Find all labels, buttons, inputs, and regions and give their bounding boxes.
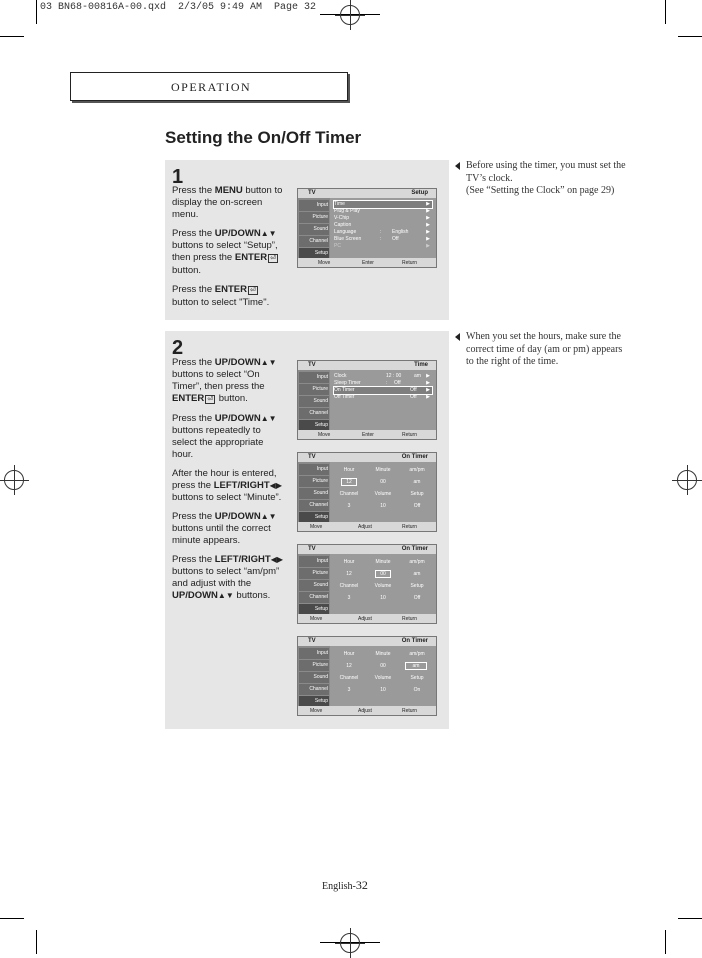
text: buttons to select “am/pm” and adjust with the	[172, 566, 280, 589]
updown-icon: ▲▼	[260, 358, 277, 367]
button-name: ENTER	[214, 284, 247, 295]
footer-move: Move	[310, 616, 323, 622]
arrow-right-icon: ▶	[426, 380, 430, 386]
registration-mark-icon	[340, 933, 360, 953]
arrow-right-icon: ▶	[426, 243, 430, 249]
grid-header: Hour	[343, 651, 355, 657]
menu-item-sound: Sound	[299, 488, 329, 499]
step-number: 2	[172, 337, 184, 359]
menu-item-input: Input	[299, 464, 329, 475]
footer-move: Move	[318, 260, 331, 266]
menu-row-label: PC	[334, 243, 341, 249]
grid-value: 12	[346, 663, 352, 669]
grid-value: am	[406, 663, 426, 669]
menu-row-label: Caption	[334, 222, 352, 228]
updown-icon: ▲▼	[260, 229, 277, 238]
step-2-panel	[165, 331, 449, 729]
text: buttons.	[233, 590, 271, 601]
arrow-right-icon: ▶	[426, 208, 430, 214]
button-name: MENU	[214, 185, 243, 196]
enter-icon: ⏎	[249, 287, 256, 294]
screen-title: On Timer	[401, 638, 428, 644]
menu-row	[334, 394, 432, 401]
screen-title: Setup	[411, 190, 428, 196]
screen-label: TV	[308, 454, 316, 460]
button-name: UP/DOWN	[214, 511, 261, 522]
note-arrow-icon	[455, 333, 460, 341]
menu-row	[334, 380, 432, 387]
button-name: ENTER	[234, 252, 268, 263]
grid-header: Minute	[375, 651, 391, 657]
grid-value: 10	[380, 687, 386, 693]
menu-row-label: Plug & Play	[334, 208, 360, 214]
grid-header: Channel	[339, 583, 359, 589]
enter-icon: ⏎	[207, 396, 214, 403]
grid-value: 3	[347, 503, 351, 509]
grid-header: Channel	[339, 491, 359, 497]
button-name: UP/DOWN	[172, 590, 218, 601]
menu-item-sound: Sound	[299, 224, 329, 235]
step-1-instructions	[172, 185, 284, 309]
grid-header: Volume	[374, 583, 392, 589]
tv-menu-screen-on-timer-hour	[297, 452, 437, 532]
step-2-note	[466, 331, 631, 369]
arrow-right-icon: ▶	[426, 236, 430, 242]
menu-row	[334, 222, 432, 229]
crop-mark	[665, 930, 666, 954]
grid-value: 00	[376, 571, 390, 577]
crop-mark	[36, 930, 37, 954]
button-name: UP/DOWN	[214, 228, 261, 239]
footer-adjust: Adjust	[358, 524, 372, 530]
menu-row-label: Sleep Timer	[334, 380, 361, 386]
arrow-right-icon: ▶	[426, 201, 430, 207]
crop-mark	[0, 36, 24, 37]
menu-row-label: On Timer	[334, 387, 355, 393]
text: Press the	[172, 228, 215, 239]
menu-row-sep: :	[380, 236, 382, 242]
text: buttons to select “On Timer”, then press the	[172, 369, 265, 392]
arrow-right-icon: ▶	[426, 222, 430, 228]
text: buttons repeatedly to select the appropriate hour.	[172, 425, 264, 460]
footer-enter: Enter	[362, 260, 374, 266]
menu-item-channel: Channel	[299, 684, 329, 695]
grid-header: Minute	[375, 559, 391, 565]
footer-return: Return	[402, 616, 418, 622]
menu-item-sound: Sound	[299, 396, 329, 407]
menu-row-sep: 12 : 00	[386, 373, 402, 379]
menu-item-channel: Channel	[299, 592, 329, 603]
grid-value: 12	[342, 479, 356, 485]
text: Press the	[172, 511, 215, 522]
crop-mark	[678, 918, 702, 919]
leftright-icon: ◀▶	[269, 481, 282, 490]
grid-header: Volume	[374, 675, 392, 681]
menu-row	[334, 243, 432, 250]
footer-return: Return	[402, 524, 418, 530]
tv-menu-screen-setup	[297, 188, 437, 268]
footer-adjust: Adjust	[358, 708, 372, 714]
updown-icon: ▲▼	[260, 512, 277, 521]
menu-row-label: Language	[334, 229, 357, 235]
footer-return: Return	[402, 432, 418, 438]
crop-mark	[36, 0, 37, 24]
menu-item-setup: Setup	[299, 248, 329, 259]
note-text: When you set the hours, make sure the correct time of day (am or pm) appears to the right of the time.	[466, 331, 623, 367]
text: Press the	[172, 413, 215, 424]
menu-item-picture: Picture	[299, 568, 329, 579]
menu-item-sound: Sound	[299, 672, 329, 683]
text: Press the	[172, 554, 215, 565]
leftright-icon: ◀▶	[270, 555, 284, 564]
menu-row-value: Off	[410, 387, 417, 393]
button-name: UP/DOWN	[214, 413, 261, 424]
footer-move: Move	[310, 524, 323, 530]
tv-menu-screen-on-timer-minute	[297, 544, 437, 624]
grid-header: am/pm	[409, 467, 425, 473]
text: Press the	[172, 357, 215, 368]
text: After the hour is entered, press the	[172, 468, 277, 491]
step-number: 1	[172, 166, 184, 188]
step-2-instructions	[172, 357, 284, 602]
text: button.	[216, 393, 248, 404]
grid-header: Hour	[343, 559, 355, 565]
menu-row	[334, 373, 432, 380]
grid-value: am	[413, 571, 421, 577]
grid-value: On	[413, 687, 421, 693]
text: button to select "Time".	[172, 297, 270, 308]
note-arrow-icon	[455, 162, 460, 170]
footer-return: Return	[402, 260, 418, 266]
grid-header: Volume	[374, 491, 392, 497]
menu-row	[334, 201, 432, 208]
crop-mark	[665, 0, 666, 24]
menu-item-input: Input	[299, 200, 329, 211]
menu-row	[334, 215, 432, 222]
text: Press the	[172, 284, 215, 295]
screen-title: Time	[414, 362, 428, 368]
arrow-right-icon: ▶	[426, 394, 430, 400]
section-header	[70, 72, 348, 101]
menu-item-channel: Channel	[299, 408, 329, 419]
grid-value: 3	[347, 595, 351, 601]
tv-menu-screen-on-timer-ampm	[297, 636, 437, 716]
menu-row-label: V-Chip	[334, 215, 350, 221]
button-name: ENTER	[172, 393, 205, 404]
footer-move: Move	[318, 432, 331, 438]
menu-row-value: English	[392, 229, 409, 235]
menu-item-input: Input	[299, 556, 329, 567]
button-name: LEFT/RIGHT	[214, 554, 271, 565]
footer-move: Move	[310, 708, 323, 714]
menu-row	[334, 387, 432, 394]
grid-value: 00	[380, 479, 386, 485]
step-1-note	[466, 160, 646, 198]
grid-header: Hour	[343, 467, 355, 473]
menu-item-picture: Picture	[299, 660, 329, 671]
grid-value: 10	[380, 595, 386, 601]
text: buttons to select “Setup”, then press the	[172, 240, 278, 263]
menu-row-value: am	[414, 373, 421, 379]
grid-value: 3	[347, 687, 351, 693]
text: button.	[172, 265, 202, 276]
step-1-panel	[165, 160, 449, 320]
footer-return: Return	[402, 708, 418, 714]
updown-icon: ▲▼	[260, 414, 277, 423]
updown-icon: ▲▼	[217, 591, 234, 600]
screen-label: TV	[308, 362, 316, 368]
registration-mark-icon	[340, 5, 360, 25]
text: button to display the on-screen menu.	[172, 185, 283, 220]
footer-adjust: Adjust	[358, 616, 372, 622]
registration-mark-icon	[4, 470, 24, 490]
footer-enter: Enter	[362, 432, 374, 438]
menu-row	[334, 208, 432, 215]
tv-menu-screen-time	[297, 360, 437, 440]
menu-row-label: Blue Screen	[334, 236, 362, 242]
grid-header: am/pm	[409, 651, 425, 657]
menu-item-setup: Setup	[299, 420, 329, 431]
screen-label: TV	[308, 190, 316, 196]
button-name: LEFT/RIGHT	[213, 480, 270, 491]
menu-item-channel: Channel	[299, 500, 329, 511]
grid-value: Off	[413, 503, 421, 509]
menu-row	[334, 229, 432, 236]
page-title: Setting the On/Off Timer	[165, 128, 362, 147]
grid-header: am/pm	[409, 559, 425, 565]
page-number-value: 32	[355, 878, 368, 892]
grid-header: Setup	[410, 583, 424, 589]
menu-row-sep: :	[380, 229, 382, 235]
menu-row-value: Off	[410, 394, 417, 400]
registration-mark-icon	[677, 470, 697, 490]
crop-mark	[0, 918, 24, 919]
arrow-right-icon: ▶	[426, 373, 430, 379]
screen-label: TV	[308, 546, 316, 552]
menu-row-label: Time	[334, 201, 345, 207]
grid-value: 00	[380, 663, 386, 669]
button-name: UP/DOWN	[214, 357, 261, 368]
screen-title: On Timer	[401, 454, 428, 460]
arrow-right-icon: ▶	[426, 229, 430, 235]
page-number-prefix: English-	[322, 881, 356, 892]
crop-mark	[678, 36, 702, 37]
menu-item-setup: Setup	[299, 604, 329, 615]
menu-row-label: Clock	[334, 373, 347, 379]
grid-value: 10	[380, 503, 386, 509]
grid-header: Minute	[375, 467, 391, 473]
arrow-right-icon: ▶	[426, 387, 430, 393]
grid-header: Setup	[410, 491, 424, 497]
grid-header: Setup	[410, 675, 424, 681]
menu-item-setup: Setup	[299, 512, 329, 523]
menu-row-value: Off	[394, 380, 401, 386]
menu-item-picture: Picture	[299, 384, 329, 395]
screen-title: On Timer	[401, 546, 428, 552]
grid-value: am	[413, 479, 421, 485]
note-text: Before using the timer, you must set the TV’s clock.	[466, 160, 626, 184]
menu-row-label: Off Timer	[334, 394, 355, 400]
menu-item-input: Input	[299, 648, 329, 659]
text: buttons to select “Minute”.	[172, 492, 282, 503]
grid-value: Off	[413, 595, 421, 601]
page-number	[322, 878, 368, 893]
print-slug-line: 03 BN68-00816A-00.qxd 2/3/05 9:49 AM Page 32	[40, 2, 317, 13]
menu-row-sep: :	[386, 380, 388, 386]
grid-header: Channel	[339, 675, 359, 681]
menu-item-channel: Channel	[299, 236, 329, 247]
note-text: (See “Setting the Clock” on page 29)	[466, 185, 615, 196]
menu-item-picture: Picture	[299, 476, 329, 487]
menu-row-value: Off	[392, 236, 399, 242]
menu-item-input: Input	[299, 372, 329, 383]
text: Press the	[172, 185, 215, 196]
menu-row	[334, 236, 432, 243]
section-label: OPERATION	[171, 80, 252, 94]
grid-value: 12	[346, 571, 352, 577]
menu-item-sound: Sound	[299, 580, 329, 591]
enter-icon: ⏎	[270, 255, 276, 262]
screen-label: TV	[308, 638, 316, 644]
arrow-right-icon: ▶	[426, 215, 430, 221]
menu-item-picture: Picture	[299, 212, 329, 223]
menu-item-setup: Setup	[299, 696, 329, 707]
text: buttons until the correct minute appears.	[172, 523, 271, 546]
